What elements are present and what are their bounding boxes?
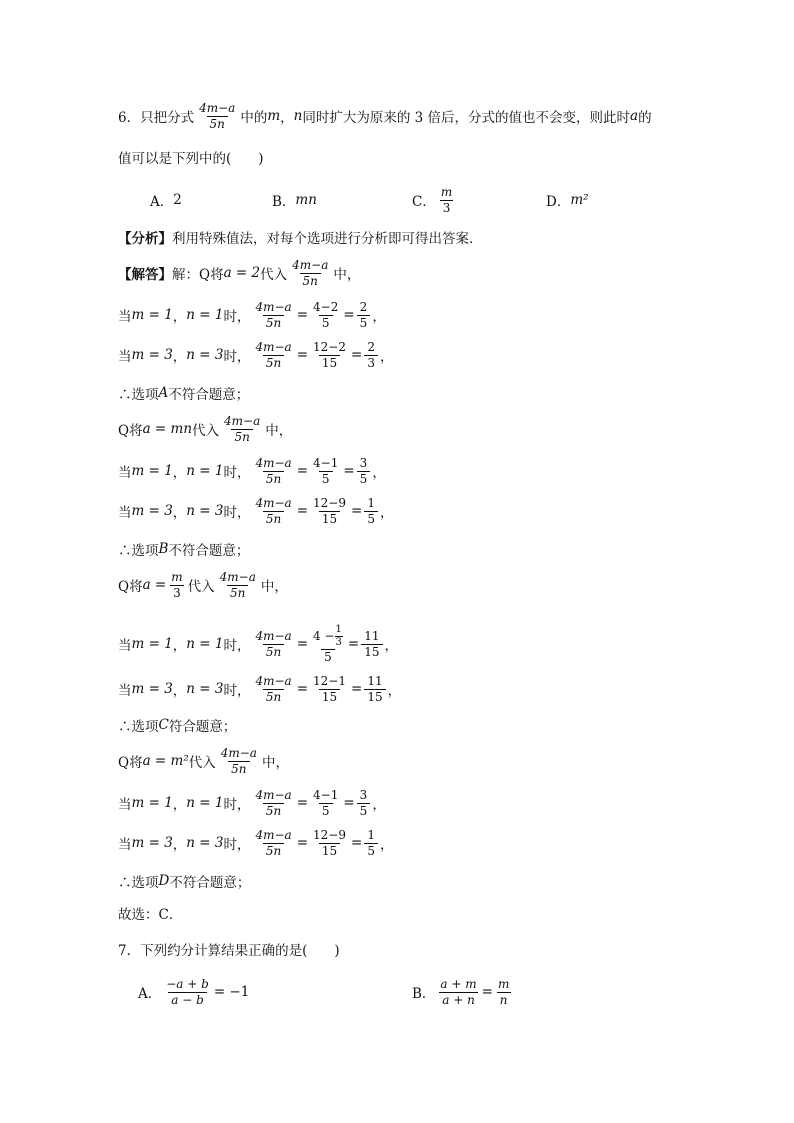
- math-expr: m = 3: [131, 835, 173, 851]
- q6-stem-line1: [118, 101, 652, 131]
- q6-var: n: [293, 108, 303, 124]
- nested-fraction: 4 − $\frac{1}{3}$ 5: [313, 623, 342, 664]
- analysis-text: 利用特殊值法，对每个选项进行分析即可得出答案．: [172, 231, 483, 247]
- math-expr: a = 2: [223, 265, 261, 281]
- fraction: $\frac{1}{5}$: [364, 496, 378, 526]
- punct: ，: [372, 309, 386, 325]
- equals: =: [296, 795, 309, 811]
- equals: =: [343, 307, 355, 323]
- fraction: 4m−a 5n: [219, 570, 256, 600]
- option-label: B．: [412, 986, 436, 1002]
- solution-text: 当: [118, 349, 132, 365]
- option-ref: D: [158, 873, 170, 889]
- fraction: $\frac{4m-a}{5n}$: [255, 340, 292, 370]
- inner-fraction: $\frac{1}{3}$: [335, 623, 342, 648]
- math-expr: n = 3: [186, 835, 224, 851]
- q6-option-d: [546, 185, 589, 215]
- option-label: A．: [138, 986, 162, 1002]
- fraction: $\frac{4-2}{5}$: [313, 300, 339, 330]
- punct: ，: [172, 638, 187, 654]
- equals: =: [296, 835, 309, 851]
- math-expr: m = 1: [131, 307, 173, 323]
- fraction: $\frac{11}{15}$: [364, 674, 385, 704]
- option-value: 2: [173, 192, 182, 208]
- solution-text: 代入: [260, 267, 288, 283]
- solution-text: 时，: [223, 683, 251, 699]
- option-value: mn: [295, 192, 317, 208]
- solution-text: Q将: [118, 579, 143, 595]
- equals: =: [351, 681, 363, 697]
- fraction: $\frac{3}{5}$: [357, 456, 371, 486]
- q6-stem-text: 同时扩大为原来的 3 倍后，分式的值也不会变，则此时: [302, 110, 631, 126]
- math-expr: m = 3: [131, 681, 173, 697]
- option-ref: A: [158, 385, 169, 401]
- solution-text: 当: [118, 465, 132, 481]
- punct: ，: [172, 505, 187, 521]
- option-label: C．: [412, 194, 436, 210]
- math-expr: n = 1: [186, 795, 224, 811]
- solution-text: Q将: [118, 755, 143, 771]
- fraction: 4m−a 5n: [220, 746, 257, 776]
- q6-fraction: 4m−a 5n: [199, 101, 236, 131]
- fraction: $\frac{m}{3}$: [171, 570, 183, 600]
- punct: ，: [172, 465, 187, 481]
- math-expr: n = 1: [186, 307, 224, 323]
- punct: ，: [172, 837, 187, 853]
- q7-option-a: [138, 977, 249, 1007]
- calc-line: [118, 674, 401, 704]
- solution-text: 代入: [192, 423, 220, 439]
- fraction: $\frac{12-9}{15}$: [313, 828, 346, 858]
- solution-text: 中，: [265, 423, 293, 439]
- solution-text: 不符合题意；: [168, 543, 250, 559]
- solution-text: ∴选项: [118, 543, 159, 559]
- fraction: 4m−a 5n: [224, 414, 261, 444]
- equals: =: [351, 835, 363, 851]
- solution-tag: 【解答】: [118, 267, 172, 283]
- punct: ，: [384, 638, 399, 654]
- solution-substitute-line: [118, 746, 289, 776]
- equals: =: [343, 795, 355, 811]
- q6-stem-text: 6．只把分式: [118, 110, 195, 126]
- solution-text: 时，: [223, 797, 251, 813]
- option-fraction: $\frac{a + m}{a + n}$: [440, 977, 477, 1007]
- q6-var: m: [267, 108, 281, 124]
- punct: ，: [172, 349, 187, 365]
- solution-text: 中，: [333, 267, 361, 283]
- solution-text: 时，: [223, 638, 251, 654]
- answer-line: [118, 898, 182, 928]
- q6-punct: ，: [280, 110, 294, 126]
- fraction: 4m−a 5n: [292, 258, 329, 288]
- solution-text: Q将: [118, 423, 143, 439]
- option-fraction: $\frac{-a + b}{a - b}$: [166, 977, 209, 1007]
- math-expr: m = 1: [131, 636, 173, 652]
- punct: ，: [172, 309, 187, 325]
- solution-substitute-line: [118, 570, 288, 600]
- punct: ，: [379, 505, 394, 521]
- solution-text: Q将: [199, 267, 224, 283]
- math-expr: a = mn: [142, 421, 193, 437]
- solution-text: 不符合题意；: [168, 387, 250, 403]
- solution-text: 当: [118, 683, 132, 699]
- solution-text: 中，: [261, 755, 289, 771]
- solution-text: 时，: [223, 349, 251, 365]
- calc-line: [118, 300, 386, 330]
- equals: =: [296, 307, 309, 323]
- solution-text: 当: [118, 797, 132, 813]
- punct: ，: [372, 465, 386, 481]
- solution-text: 代入: [188, 755, 216, 771]
- equals: =: [296, 463, 309, 479]
- solution-text: 当: [118, 505, 132, 521]
- solution-text: 时，: [223, 309, 251, 325]
- fraction: $\frac{4m-a}{5n}$: [255, 788, 292, 818]
- calc-line: [118, 340, 393, 370]
- math-expr: n = 3: [186, 503, 224, 519]
- math-expr: a = m²: [142, 753, 189, 769]
- equals: =: [343, 463, 355, 479]
- fraction: $\frac{4m-a}{5n}$: [255, 496, 292, 526]
- q6-option-a: [150, 185, 182, 215]
- solution-text: 解：: [172, 267, 199, 283]
- math-expr: n = 3: [186, 681, 224, 697]
- solution-text: 时，: [223, 505, 251, 521]
- equals: =: [347, 636, 360, 652]
- q6-stem-text: 值可以是下列中的( ): [118, 151, 264, 167]
- math-expr: a =: [142, 577, 167, 593]
- analysis-tag: 【分析】: [118, 231, 172, 247]
- math-expr: m = 1: [131, 463, 173, 479]
- fraction: $\frac{4m-a}{5n}$: [255, 674, 292, 704]
- punct: ，: [172, 797, 187, 813]
- solution-text: 时，: [223, 837, 251, 853]
- q6-var: a: [630, 108, 639, 124]
- fraction: $\frac{2}{3}$: [364, 340, 378, 370]
- solution-text: ∴选项: [118, 719, 159, 735]
- fraction: $\frac{4-1}{5}$: [313, 788, 339, 818]
- solution-text: 符合题意；: [168, 719, 237, 735]
- solution-text: 当: [118, 837, 132, 853]
- punct: ，: [379, 349, 394, 365]
- math-expr: m = 3: [131, 503, 173, 519]
- fraction: $\frac{11}{15}$: [361, 629, 382, 659]
- equals: =: [296, 636, 309, 652]
- equals: =: [296, 503, 309, 519]
- solution-text: 中，: [260, 579, 288, 595]
- option-label: B．: [272, 194, 296, 210]
- solution-text: ∴选项: [118, 387, 159, 403]
- q7-stem-line: [118, 934, 340, 964]
- punct: ，: [379, 837, 394, 853]
- q6-option-c: [412, 185, 457, 215]
- fraction: $\frac{4m-a}{5n}$: [255, 629, 292, 659]
- fraction: $\frac{4m-a}{5n}$: [255, 300, 292, 330]
- conclusion-line: [118, 534, 249, 564]
- fraction: $\frac{4-1}{5}$: [313, 456, 339, 486]
- calc-line: [118, 496, 393, 526]
- equals: =: [351, 347, 363, 363]
- solution-header-line: [118, 258, 360, 288]
- fraction: $\frac{4m-a}{5n}$: [255, 828, 292, 858]
- fraction: $\frac{12-1}{15}$: [313, 674, 346, 704]
- solution-substitute-line: [118, 414, 292, 444]
- equals: =: [296, 347, 309, 363]
- math-expr: n = 1: [186, 463, 224, 479]
- fraction: $\frac{4m-a}{5n}$: [255, 456, 292, 486]
- option-label: A．: [150, 194, 174, 210]
- math-expr: m = 1: [131, 795, 173, 811]
- q6-stem-text: 的: [638, 110, 652, 126]
- punct: ，: [387, 683, 402, 699]
- q6-option-b: [272, 185, 317, 215]
- answer-text: 故选：C．: [118, 907, 183, 923]
- equals: =: [351, 503, 363, 519]
- solution-text: ∴选项: [118, 875, 159, 891]
- q7-stem-text: 7．下列约分计算结果正确的是( ): [118, 943, 340, 959]
- option-value: m²: [570, 192, 589, 208]
- punct: ，: [372, 797, 386, 813]
- solution-text: 当: [118, 638, 132, 654]
- calc-line: [118, 828, 393, 858]
- solution-text: 时，: [223, 465, 251, 481]
- punct: ，: [172, 683, 187, 699]
- option-fraction: m 3: [440, 185, 453, 215]
- calc-line: [118, 456, 386, 486]
- nested-top: 4 −: [313, 629, 335, 644]
- math-expr: n = 1: [186, 636, 224, 652]
- equals: =: [481, 984, 493, 1000]
- option-fraction: $\frac{m}{n}$: [497, 977, 510, 1007]
- solution-text: 当: [118, 309, 132, 325]
- q6-stem-line2: [118, 142, 264, 172]
- option-rhs: = −1: [213, 984, 250, 1000]
- fraction: $\frac{12-2}{15}$: [313, 340, 346, 370]
- analysis-line: [118, 222, 483, 252]
- conclusion-line: [118, 710, 236, 740]
- option-label: D．: [546, 194, 571, 210]
- q7-option-b: [412, 977, 514, 1007]
- calc-line: [118, 788, 386, 818]
- math-expr: m = 3: [131, 347, 173, 363]
- option-ref: C: [158, 717, 169, 733]
- equals: =: [296, 681, 309, 697]
- option-ref: B: [158, 541, 169, 557]
- fraction: $\frac{3}{5}$: [357, 788, 371, 818]
- conclusion-line: [118, 866, 250, 896]
- fraction: $\frac{12-9}{15}$: [313, 496, 346, 526]
- solution-text: 代入: [187, 579, 215, 595]
- q6-stem-text: 中的: [240, 110, 268, 126]
- calc-line: [118, 622, 398, 666]
- fraction: $\frac{2}{5}$: [357, 300, 371, 330]
- solution-text: 不符合题意；: [169, 875, 251, 891]
- math-expr: n = 3: [186, 347, 224, 363]
- fraction: $\frac{1}{5}$: [364, 828, 378, 858]
- conclusion-line: [118, 378, 249, 408]
